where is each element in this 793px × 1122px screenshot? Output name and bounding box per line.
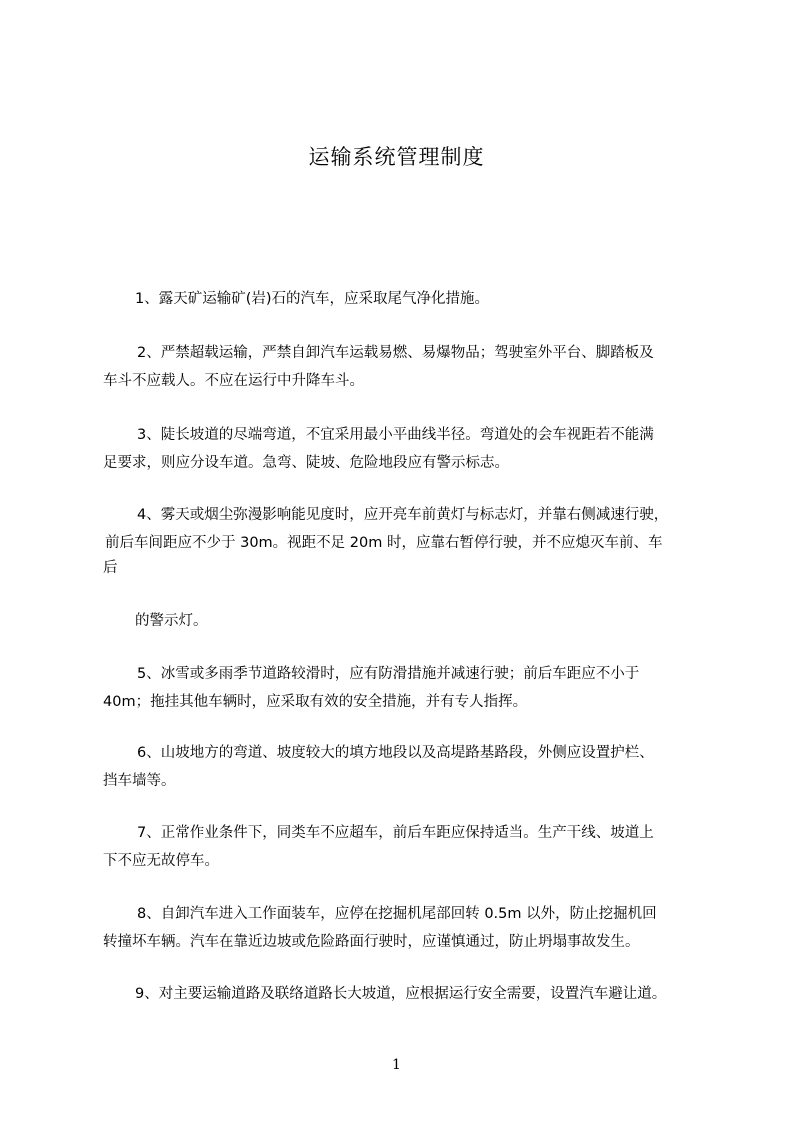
item-line: 3、陡长坡道的尽端弯道，不宜采用最小平曲线半径。弯道处的会车视距若不能满 <box>137 427 654 443</box>
item-line: 6、山坡地方的弯道、坡度较大的填方地段以及高堤路基路段，外侧应设置护栏、 <box>137 745 654 761</box>
item-line: 车斗不应载人。不应在运行中升降车斗。 <box>103 373 364 389</box>
page-number: 1 <box>392 1057 401 1073</box>
item-line: 后 <box>103 560 118 576</box>
item-line: 前后车间距应不少于 30m。视距不足 20m 时，应靠右暂停行驶，并不应熄灭车前、车 <box>105 535 663 551</box>
item-line: 挡车墙等。 <box>103 773 176 789</box>
item-line: 8、自卸汽车进入工作面装车，应停在挖掘机尾部回转 0.5m 以外，防止挖掘机回 <box>137 906 657 922</box>
item-line: 1、露天矿运输矿(岩)石的汽车，应采取尾气净化措施。 <box>135 291 490 307</box>
item-line: 转撞坏车辆。汽车在靠近边坡或危险路面行驶时，应谨慎通过，防止坍塌事故发生。 <box>103 934 640 950</box>
item-line: 5、冰雪或多雨季节道路较滑时，应有防滑措施并减速行驶；前后车距应不小于 <box>137 666 640 682</box>
item-line: 足要求，则应分设车道。急弯、陡坡、危险地段应有警示标志。 <box>103 455 509 471</box>
item-line: 4、雾天或烟尘弥漫影响能见度时，应开亮车前黄灯与标志灯，并靠右侧减速行驶， <box>137 507 669 523</box>
item-line: 下不应无故停车。 <box>103 853 219 869</box>
item-line: 40m；拖挂其他车辆时，应采取有效的安全措施，并有专人指挥。 <box>103 694 528 710</box>
document-title: 运输系统管理制度 <box>308 145 485 169</box>
item-line: 的警示灯。 <box>135 613 208 629</box>
item-line: 7、正常作业条件下，同类车不应超车，前后车距应保持适当。生产干线、坡道上 <box>137 825 654 841</box>
item-line: 2、严禁超载运输，严禁自卸汽车运载易燃、易爆物品；驾驶室外平台、脚踏板及 <box>137 345 654 361</box>
item-line: 9、对主要运输道路及联络道路长大坡道，应根据运行安全需要，设置汽车避让道。 <box>135 986 667 1002</box>
